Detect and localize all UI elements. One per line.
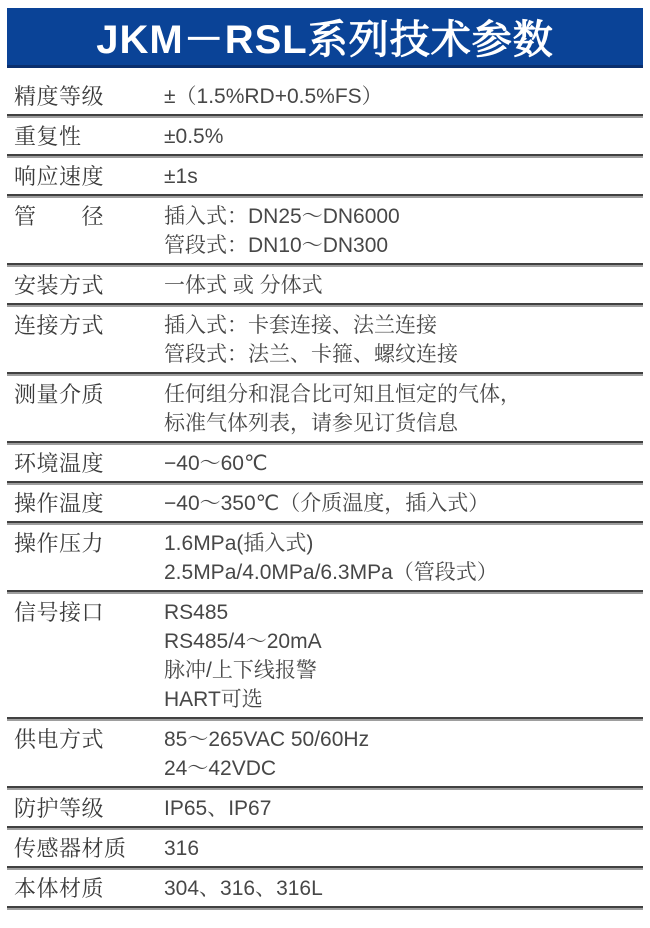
row-value: [164, 449, 643, 478]
row-value-line: 85～265VAC 50/60Hz: [164, 728, 370, 751]
row-value-line: −40～350℃（介质温度，插入式）: [164, 492, 490, 515]
row-value: [164, 311, 643, 369]
row-value-line: 插入式：卡套连接、法兰连接: [164, 314, 437, 337]
row-value-line: ±（1.5%RD+0.5%FS）: [164, 85, 383, 108]
row-divider: [7, 906, 643, 910]
row-value-line: 插入式：DN25～DN6000: [164, 205, 400, 228]
row-value-line: HART可选: [164, 688, 263, 711]
row-value: [164, 834, 643, 863]
row-value-line: 任何组分和混合比可知且恒定的气体，: [164, 383, 521, 406]
row-value-line: 316: [164, 837, 200, 860]
spec-table: [7, 78, 643, 910]
row-value: [164, 725, 643, 783]
row-value: [164, 794, 643, 823]
row-label: 本体材质: [14, 876, 105, 901]
row-value-line: RS485/4～20mA: [164, 630, 322, 653]
row-value: [164, 162, 643, 191]
row-label: 连接方式: [14, 313, 105, 338]
row-value-line: 24～42VDC: [164, 757, 277, 780]
title-banner: [7, 8, 643, 68]
table-row: [7, 267, 643, 303]
row-label: 环境温度: [14, 451, 105, 476]
row-value-line: 脉冲/上下线报警: [164, 659, 317, 682]
row-label: 管 径: [14, 204, 105, 229]
row-value: [164, 874, 643, 903]
table-row: [7, 158, 643, 194]
row-label: 重复性: [14, 124, 82, 149]
row-value: [164, 82, 643, 111]
table-row: [7, 485, 643, 521]
row-value-line: 1.6MPa(插入式): [164, 532, 314, 555]
row-value: [164, 489, 643, 518]
table-row: [7, 790, 643, 826]
table-row: [7, 830, 643, 866]
row-value-line: −40～60℃: [164, 452, 268, 475]
row-label: 供电方式: [14, 727, 105, 752]
row-label: 防护等级: [14, 796, 105, 821]
table-row: [7, 78, 643, 114]
row-label: 精度等级: [14, 84, 105, 109]
row-label: 测量介质: [14, 382, 105, 407]
row-label: 传感器材质: [14, 836, 127, 861]
row-value-line: 2.5MPa/4.0MPa/6.3MPa（管段式）: [164, 561, 498, 584]
row-value-line: 管段式：DN10～DN300: [164, 234, 389, 257]
row-value: [164, 529, 643, 587]
table-row: [7, 525, 643, 590]
row-value: [164, 202, 643, 260]
row-value-line: 一体式 或 分体式: [164, 274, 323, 297]
row-value-line: ±1s: [164, 165, 198, 188]
row-value: [164, 271, 643, 300]
row-value-line: RS485: [164, 601, 229, 624]
table-row: [7, 721, 643, 786]
table-row: [7, 198, 643, 263]
row-value-line: 304、316、316L: [164, 877, 323, 900]
table-row: [7, 870, 643, 906]
row-label: 安装方式: [14, 273, 105, 298]
row-value: [164, 380, 643, 438]
table-row: [7, 445, 643, 481]
table-row: [7, 307, 643, 372]
table-row: [7, 376, 643, 441]
row-value-line: IP65、IP67: [164, 797, 272, 820]
row-value-line: 标准气体列表，请参见订货信息: [164, 412, 458, 435]
row-label: 响应速度: [14, 164, 105, 189]
row-label: 操作压力: [14, 531, 105, 556]
row-value-line: 管段式：法兰、卡箍、螺纹连接: [164, 343, 458, 366]
row-value-line: ±0.5%: [164, 125, 224, 148]
row-label: 信号接口: [14, 600, 105, 625]
row-value: [164, 598, 643, 714]
row-label: 操作温度: [14, 491, 105, 516]
table-row: [7, 118, 643, 154]
page-title: JKM－RSL系列技术参数: [96, 18, 554, 62]
row-value: [164, 122, 643, 151]
table-row: [7, 594, 643, 717]
